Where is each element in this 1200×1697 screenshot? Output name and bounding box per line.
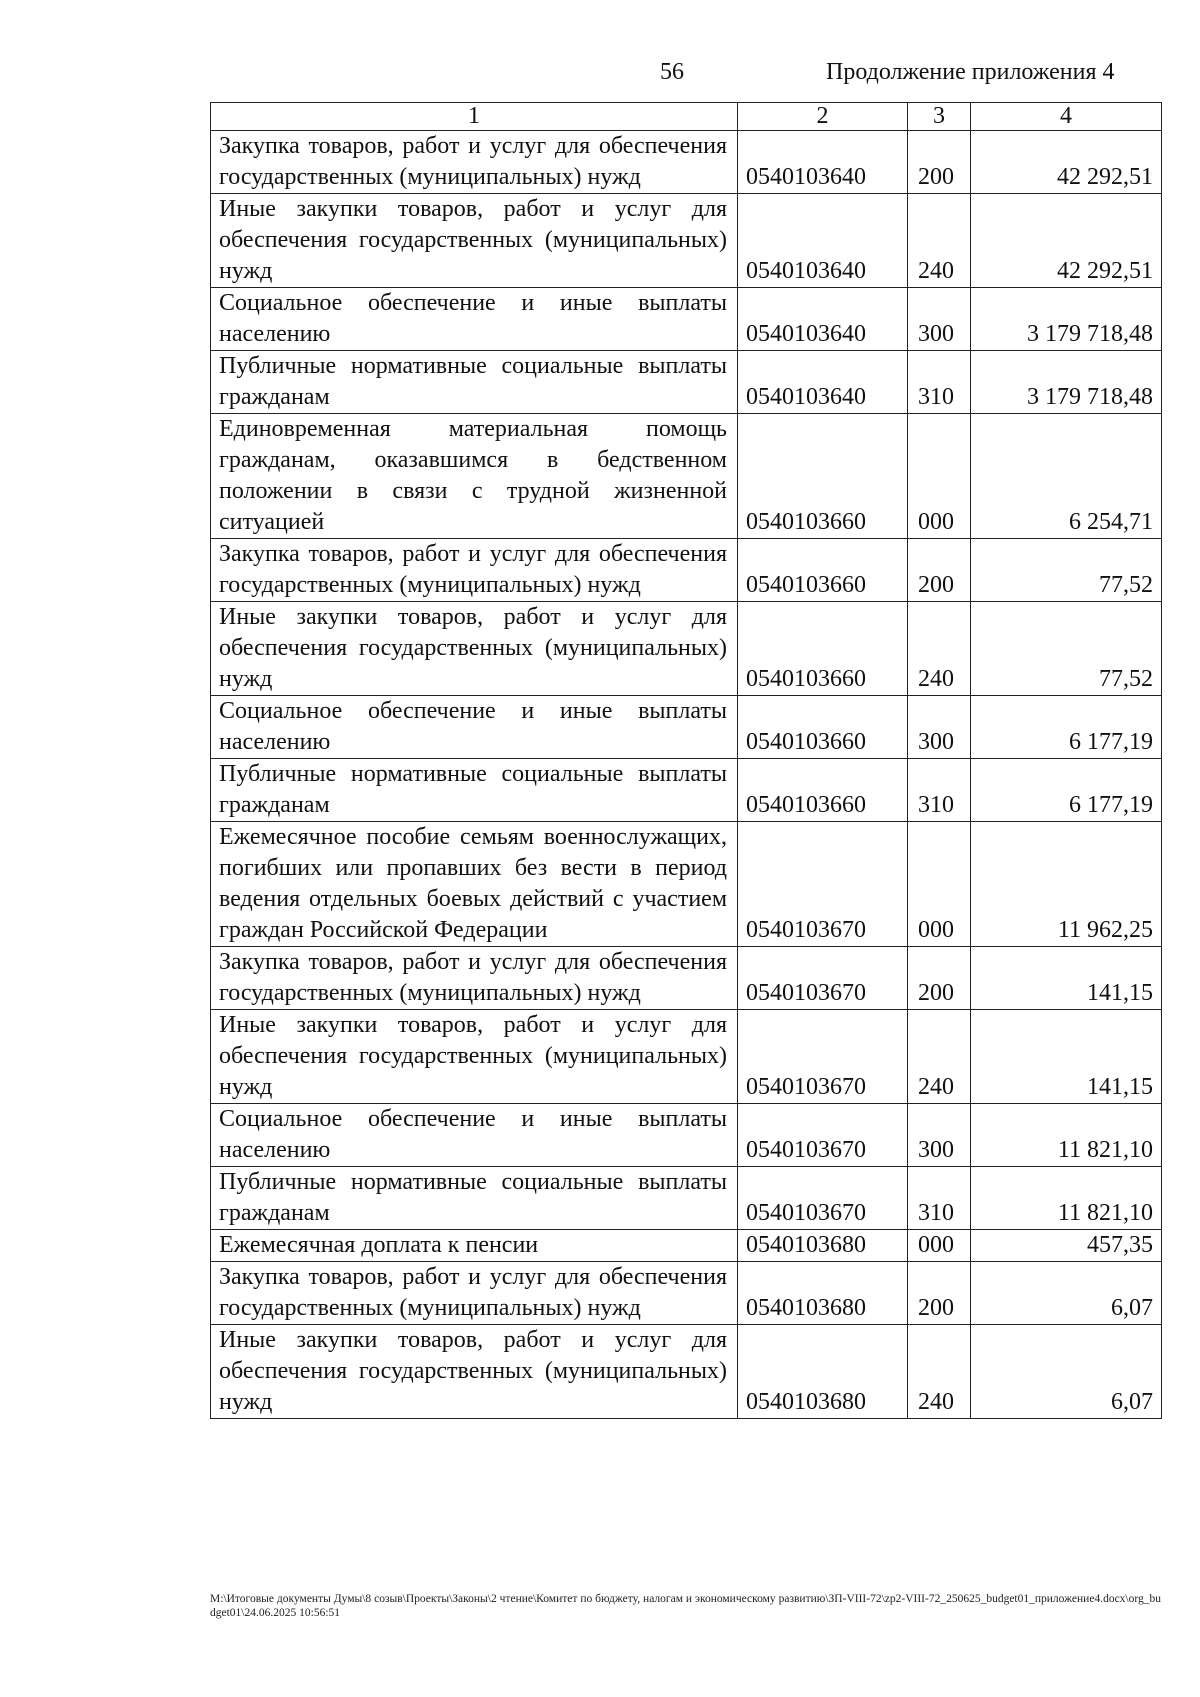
row-amount-cell: 42 292,51 [971,131,1162,194]
table-row [211,1262,1162,1325]
table-row [211,602,1162,696]
row-name-cell: Закупка товаров, работ и услуг для обеспечения государственных (муниципальных) нужд [211,1262,738,1325]
row-expense-type-cell: 000 [908,1230,971,1262]
column-header-1: 1 [211,103,738,131]
row-code-cell: 0540103660 [738,602,908,696]
table-row [211,759,1162,822]
document-file-path: M:\Итоговые документы Думы\8 созыв\Проекты\Законы\2 чтение\Комитет по бюджету, налогам и экономическому развитию\ЗП-VIII-72\zp2-VIII-72_250625_budget01_приложение4.docx\org_budget01\24.06.2025 10:56:51 [210,1593,1161,1619]
row-name-cell: Социальное обеспечение и иные выплаты населению [211,1104,738,1167]
row-amount-cell: 141,15 [971,947,1162,1010]
row-amount-cell: 141,15 [971,1010,1162,1104]
row-expense-type-cell: 240 [908,1010,971,1104]
row-code-cell: 0540103680 [738,1325,908,1419]
row-name-cell: Ежемесячное пособие семьям военнослужащих, погибших или пропавших без вести в период ведения отдельных боевых действий с участием граждан Российской Федерации [211,822,738,947]
row-expense-type-cell: 300 [908,288,971,351]
row-code-cell: 0540103670 [738,822,908,947]
row-expense-type-cell: 300 [908,1104,971,1167]
row-code-cell: 0540103680 [738,1230,908,1262]
row-amount-cell: 6 177,19 [971,759,1162,822]
table-row [211,822,1162,947]
table-row [211,947,1162,1010]
row-code-cell: 0540103660 [738,539,908,602]
row-code-cell: 0540103660 [738,759,908,822]
row-amount-cell: 6,07 [971,1325,1162,1419]
table-row [211,696,1162,759]
table-row [211,1230,1162,1262]
row-name-cell: Иные закупки товаров, работ и услуг для обеспечения государственных (муниципальных) нужд [211,1325,738,1419]
row-name-cell: Закупка товаров, работ и услуг для обеспечения государственных (муниципальных) нужд [211,131,738,194]
column-header-2: 2 [738,103,908,131]
row-name-cell: Публичные нормативные социальные выплаты гражданам [211,351,738,414]
row-code-cell: 0540103680 [738,1262,908,1325]
row-amount-cell: 77,52 [971,539,1162,602]
row-expense-type-cell: 200 [908,131,971,194]
column-header-3: 3 [908,103,971,131]
row-name-cell: Социальное обеспечение и иные выплаты населению [211,288,738,351]
row-name-cell: Иные закупки товаров, работ и услуг для обеспечения государственных (муниципальных) нужд [211,602,738,696]
row-expense-type-cell: 200 [908,539,971,602]
row-expense-type-cell: 310 [908,1167,971,1230]
row-amount-cell: 11 962,25 [971,822,1162,947]
budget-table [210,102,1162,1419]
row-expense-type-cell: 300 [908,696,971,759]
table-row [211,539,1162,602]
row-name-cell: Закупка товаров, работ и услуг для обеспечения государственных (муниципальных) нужд [211,539,738,602]
row-amount-cell: 457,35 [971,1230,1162,1262]
table-row [211,288,1162,351]
row-amount-cell: 42 292,51 [971,194,1162,288]
table-row [211,1104,1162,1167]
row-amount-cell: 6 177,19 [971,696,1162,759]
table-row [211,1325,1162,1419]
table-row [211,1167,1162,1230]
row-code-cell: 0540103670 [738,1010,908,1104]
row-amount-cell: 3 179 718,48 [971,288,1162,351]
row-code-cell: 0540103670 [738,1104,908,1167]
row-amount-cell: 11 821,10 [971,1104,1162,1167]
row-amount-cell: 11 821,10 [971,1167,1162,1230]
row-name-cell: Ежемесячная доплата к пенсии [211,1230,738,1262]
row-expense-type-cell: 240 [908,1325,971,1419]
row-amount-cell: 77,52 [971,602,1162,696]
row-code-cell: 0540103670 [738,947,908,1010]
table-row [211,351,1162,414]
table-row [211,414,1162,539]
row-expense-type-cell: 240 [908,602,971,696]
row-amount-cell: 6 254,71 [971,414,1162,539]
row-name-cell: Социальное обеспечение и иные выплаты населению [211,696,738,759]
row-expense-type-cell: 240 [908,194,971,288]
row-name-cell: Закупка товаров, работ и услуг для обеспечения государственных (муниципальных) нужд [211,947,738,1010]
row-amount-cell: 3 179 718,48 [971,351,1162,414]
appendix-continuation-label: Продолжение приложения 4 [826,59,1115,85]
row-expense-type-cell: 200 [908,947,971,1010]
row-expense-type-cell: 310 [908,759,971,822]
row-code-cell: 0540103640 [738,288,908,351]
row-name-cell: Иные закупки товаров, работ и услуг для обеспечения государственных (муниципальных) нужд [211,1010,738,1104]
row-amount-cell: 6,07 [971,1262,1162,1325]
column-header-4: 4 [971,103,1162,131]
row-name-cell: Единовременная материальная помощь гражданам, оказавшимся в бедственном положении в связи с трудной жизненной ситуацией [211,414,738,539]
row-code-cell: 0540103640 [738,194,908,288]
row-code-cell: 0540103640 [738,351,908,414]
row-code-cell: 0540103660 [738,696,908,759]
row-code-cell: 0540103660 [738,414,908,539]
table-row [211,194,1162,288]
row-name-cell: Иные закупки товаров, работ и услуг для обеспечения государственных (муниципальных) нужд [211,194,738,288]
table-header-row [211,103,1162,131]
budget-table-body [211,131,1162,1419]
page-number: 56 [660,59,684,85]
table-row [211,1010,1162,1104]
row-expense-type-cell: 200 [908,1262,971,1325]
row-code-cell: 0540103670 [738,1167,908,1230]
row-expense-type-cell: 000 [908,822,971,947]
row-name-cell: Публичные нормативные социальные выплаты гражданам [211,759,738,822]
row-name-cell: Публичные нормативные социальные выплаты гражданам [211,1167,738,1230]
table-row [211,131,1162,194]
row-code-cell: 0540103640 [738,131,908,194]
row-expense-type-cell: 310 [908,351,971,414]
row-expense-type-cell: 000 [908,414,971,539]
